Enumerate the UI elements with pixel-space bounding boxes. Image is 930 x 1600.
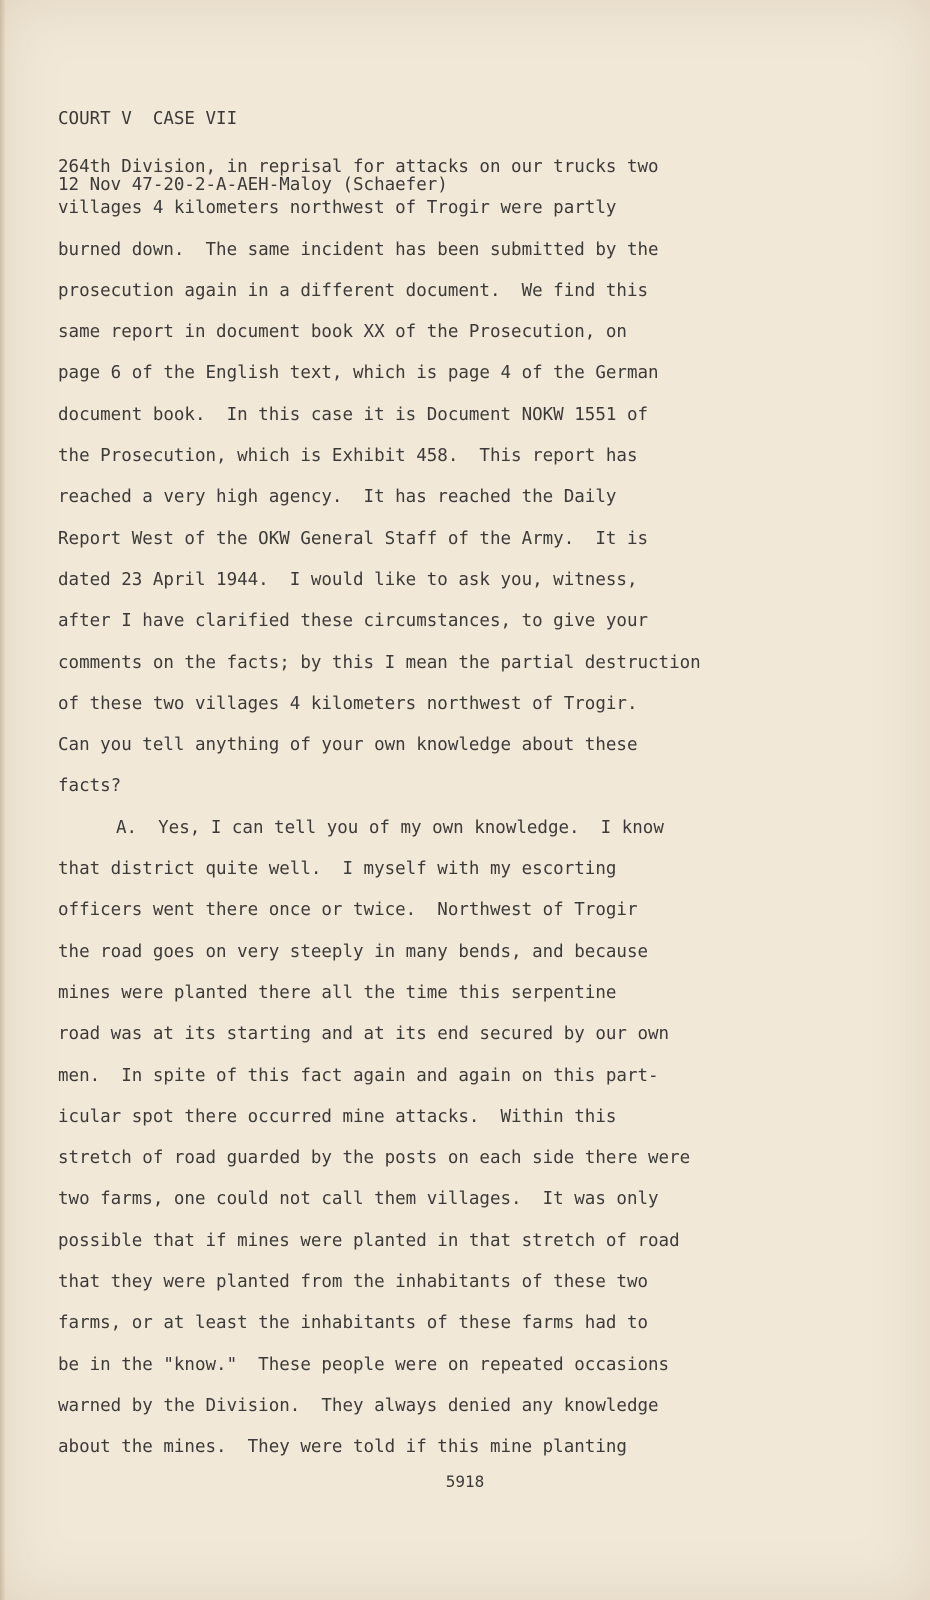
document-body bbox=[58, 147, 918, 1469]
paragraph-1 bbox=[58, 147, 918, 808]
text-line: road was at its starting and at its end secured by our own bbox=[58, 1024, 670, 1045]
text-line: the road goes on very steeply in many bends, and because bbox=[58, 941, 649, 962]
text-line: of these two villages 4 kilometers northwest of Trogir. bbox=[58, 693, 638, 714]
text-line: prosecution again in a different document. We find this bbox=[58, 280, 649, 301]
text-line: mines were planted there all the time this serpentine bbox=[58, 982, 617, 1003]
page-number: 5918 bbox=[445, 1472, 485, 1491]
text-line: same report in document book XX of the Prosecution, on bbox=[58, 322, 627, 343]
text-line: comments on the facts; by this I mean the partial destruction bbox=[58, 652, 701, 673]
text-line: icular spot there occurred mine attacks. Within this bbox=[58, 1106, 617, 1127]
text-line: page 6 of the English text, which is page 4 of the German bbox=[58, 363, 659, 384]
text-line: reached a very high agency. It has reached the Daily bbox=[58, 487, 617, 508]
text-line: Can you tell anything of your own knowledge about these bbox=[58, 735, 638, 756]
text-line: two farms, one could not call them villages. It was only bbox=[58, 1189, 659, 1210]
text-line: about the mines. They were told if this mine planting bbox=[58, 1437, 627, 1458]
text-line: the Prosecution, which is Exhibit 458. This report has bbox=[58, 446, 638, 467]
text-line: document book. In this case it is Document NOKW 1551 of bbox=[58, 404, 649, 425]
text-line: dated 23 April 1944. I would like to ask you, witness, bbox=[58, 569, 638, 590]
paragraph-2 bbox=[58, 808, 918, 1469]
text-line: A. Yes, I can tell you of my own knowledge. I know bbox=[116, 817, 664, 838]
text-line: stretch of road guarded by the posts on each side there were bbox=[58, 1148, 691, 1169]
text-line: men. In spite of this fact again and again on this part- bbox=[58, 1065, 659, 1086]
text-line: farms, or at least the inhabitants of these farms had to bbox=[58, 1313, 649, 1334]
header-court-case: COURT V CASE VII bbox=[58, 109, 238, 129]
text-line: facts? bbox=[58, 776, 122, 797]
text-line: after I have clarified these circumstances, to give your bbox=[58, 611, 649, 632]
text-line: possible that if mines were planted in that stretch of road bbox=[58, 1230, 680, 1251]
text-line: burned down. The same incident has been submitted by the bbox=[58, 239, 659, 260]
text-line: that they were planted from the inhabitants of these two bbox=[58, 1272, 649, 1293]
text-line: villages 4 kilometers northwest of Trogir were partly bbox=[58, 198, 617, 219]
text-line: officers went there once or twice. Northwest of Trogir bbox=[58, 900, 638, 921]
header-date-reference: 12 Nov 47-20-2-A-AEH-Maloy (Schaefer) bbox=[58, 175, 448, 195]
page-edge-shadow bbox=[0, 0, 6, 1600]
text-line: be in the "know." These people were on repeated occasions bbox=[58, 1354, 670, 1375]
text-line: warned by the Division. They always denied any knowledge bbox=[58, 1395, 659, 1416]
text-line: 264th Division, in reprisal for attacks on our trucks two bbox=[58, 157, 659, 177]
text-line: that district quite well. I myself with my escorting bbox=[58, 859, 617, 880]
text-line: Report West of the OKW General Staff of the Army. It is bbox=[58, 528, 649, 549]
